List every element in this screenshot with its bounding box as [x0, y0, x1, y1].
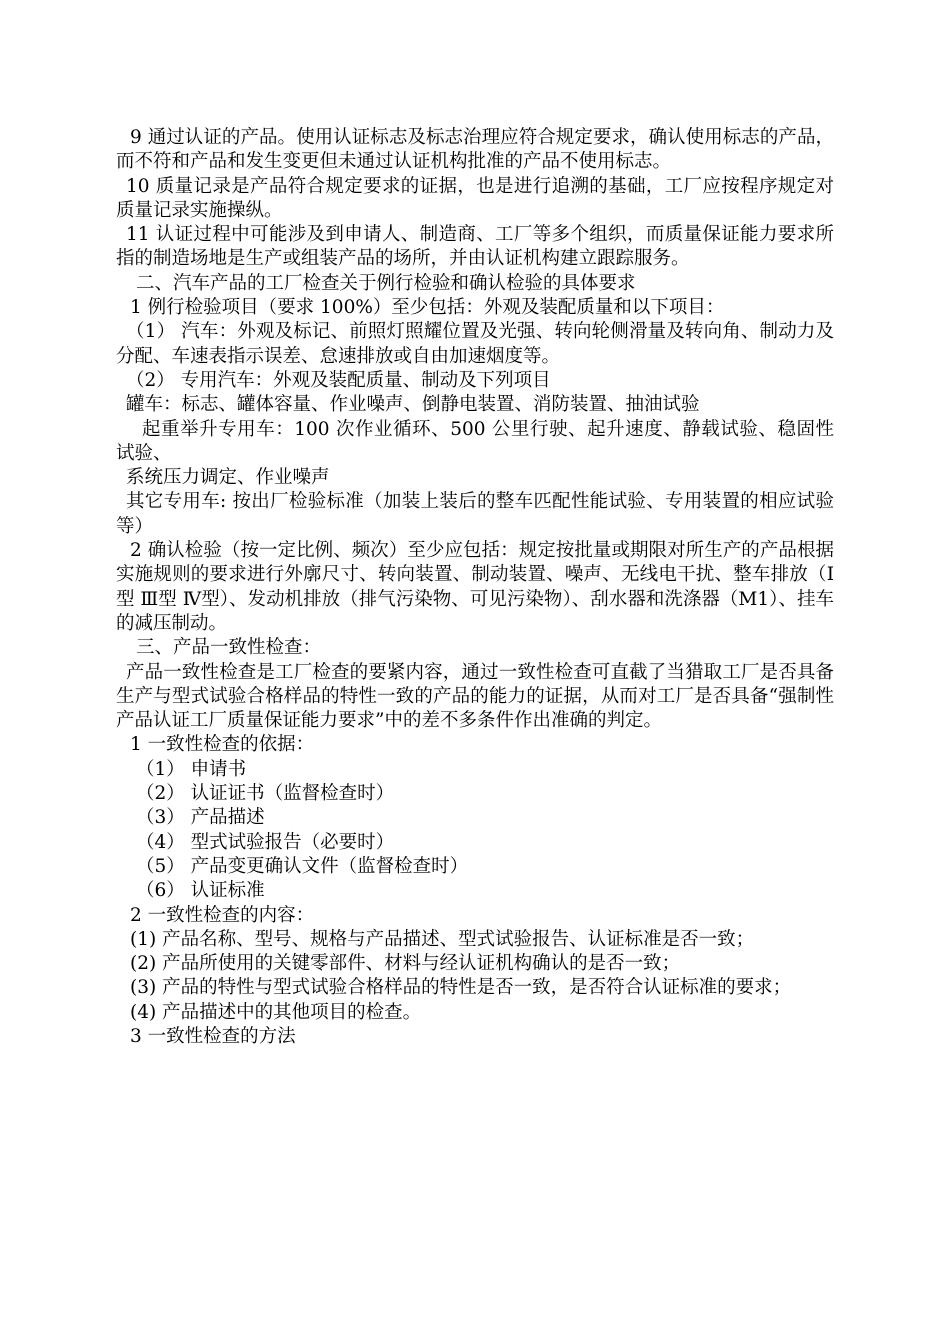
- paragraph-quality-records: 10 质量记录是产品符合规定要求的证据，也是进行追溯的基础，工厂应按程序规定对质量记录实施操纵。: [116, 175, 834, 221]
- paragraph-other-special-vehicle: 其它专用车: 按出厂检验标准（加装上装后的整车匹配性能试验、专用装置的相应试验等）: [116, 491, 834, 537]
- document-body: [116, 126, 834, 1049]
- paragraph-lifting-vehicle: 起重举升专用车：100 次作业循环、500 公里行驶、起升速度、静载试验、稳固性试验、: [116, 418, 834, 464]
- paragraph-conformity-method-heading: 3 一致性检查的方法: [130, 1025, 296, 1047]
- paragraph-confirmation-inspection: 2 确认检验（按一定比例、频次）至少应包括：规定按批量或期限对所生产的产品根据实施规则的要求进行外廓尺寸、转向装置、制动装置、噪声、无线电干扰、整车排放（Ⅰ型 Ⅲ型 Ⅳ型）、发动机排放（排气污染物、可见污染物）、刮水器和洗涤器（M1）、挂车的减压制动。: [116, 540, 834, 634]
- list-item-name-model-spec: (1) 产品名称、型号、规格与产品描述、型式试验报告、认证标准是否一致；: [130, 928, 755, 950]
- section-heading-routine-inspection: 二、汽车产品的工厂检查关于例行检验和确认检验的具体要求: [136, 272, 636, 294]
- list-item-change-confirmation: （5） 产品变更确认文件（监督检查时）: [136, 855, 469, 877]
- list-item-product-characteristics: (3) 产品的特性与型式试验合格样品的特性是否一致，是否符合认证标准的要求；: [130, 977, 792, 999]
- list-item-special-vehicle: （2） 专用汽车：外观及装配质量、制动及下列项目: [126, 369, 551, 391]
- paragraph-conformity-check-intro: 产品一致性检查是工厂检查的要紧内容，通过一致性检查可直截了当猎取工厂是否具备生产与型式试验合格样品的特性一致的产品的能力的证据，从而对工厂是否具备“强制性产品认证工厂质量保证能力要求”中的差不多条件作出准确的判定。: [116, 661, 834, 732]
- paragraph-system-pressure: 系统压力调定、作业噪声: [126, 467, 330, 489]
- list-item-certificate: （2） 认证证书（监督检查时）: [136, 783, 395, 805]
- list-item-type-test-report: （4） 型式试验报告（必要时）: [136, 831, 395, 853]
- list-item-key-components: (2) 产品所使用的关键零部件、材料与经认证机构确认的是否一致；: [130, 953, 681, 975]
- paragraph-certified-product-mark: 9 通过认证的产品。使用认证标志及标志治理应符合规定要求，确认使用标志的产品，而不符和产品和发生变更但未通过认证机构批准的产品不使用标志。: [116, 127, 834, 173]
- paragraph-conformity-content-heading: 2 一致性检查的内容：: [130, 904, 315, 926]
- section-heading-conformity-check: 三、产品一致性检查：: [136, 637, 322, 659]
- list-item-certification-standard: （6） 认证标准: [136, 880, 265, 902]
- list-item-application: （1） 申请书: [136, 758, 247, 780]
- paragraph-tank-truck: 罐车：标志、罐体容量、作业噪声、倒静电装置、消防装置、抽油试验: [126, 394, 700, 416]
- list-item-automobile: （1） 汽车：外观及标记、前照灯照耀位置及光强、转向轮侧滑量及转向角、制动力及分配、车速表指示误差、怠速排放或自由加速烟度等。: [116, 321, 834, 367]
- paragraph-certification-process: 11 认证过程中可能涉及到申请人、制造商、工厂等多个组织，而质量保证能力要求所指的制造场地是生产或组装产品的场所，并由认证机构建立跟踪服务。: [116, 224, 834, 270]
- paragraph-conformity-basis-heading: 1 一致性检查的依据：: [130, 734, 315, 756]
- paragraph-routine-inspection-items: 1 例行检验项目（要求 100%）至少包括：外观及装配质量和以下项目：: [130, 297, 725, 319]
- list-item-other-items: (4) 产品描述中的其他项目的检查。: [130, 1001, 422, 1023]
- list-item-product-description: （3） 产品描述: [136, 807, 265, 829]
